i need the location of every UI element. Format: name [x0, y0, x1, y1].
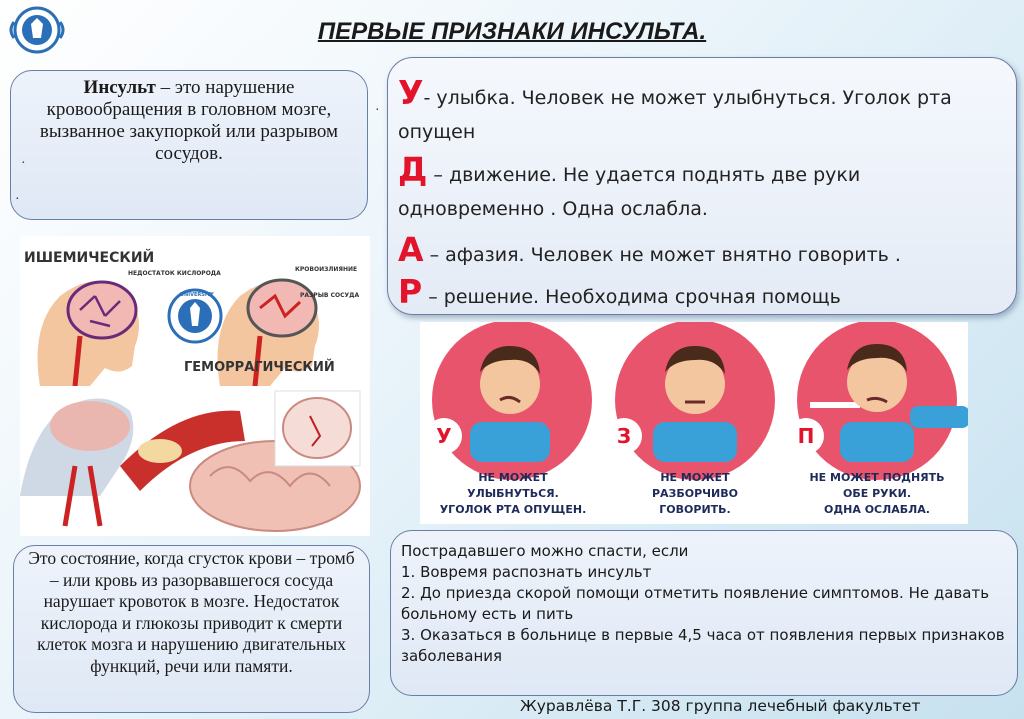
udar-text: – движение. Не удается поднять две руки одновременно . Одна ослабла.	[398, 164, 861, 220]
hemorrhagic-label: ГЕМОРРАГИЧЕСКИЙ	[184, 360, 335, 375]
face-badge-u: У	[426, 418, 462, 454]
udar-item-r	[398, 272, 998, 311]
decorative-dot: ·	[15, 192, 20, 207]
udar-letter: Д	[398, 150, 428, 189]
face-speech-drawing	[615, 322, 775, 480]
udar-text: - улыбка. Человек не может улыбнуться. Уголок рта опущен	[398, 87, 952, 143]
udar-item-d	[398, 150, 998, 226]
clot-explanation-box	[13, 545, 370, 713]
face-caption-arms	[792, 470, 962, 518]
udar-letter: Р	[398, 272, 423, 311]
save-item-1: 1. Вовремя распознать инсульт	[401, 563, 652, 581]
udar-text: – решение. Необходима срочная помощь	[422, 286, 841, 308]
udar-item-a	[398, 230, 998, 269]
face-smile-drawing	[432, 322, 592, 480]
face-badge-z: З	[606, 418, 642, 454]
face-arms-drawing	[797, 322, 968, 480]
save-lead: Пострадавшего можно спасти, если	[401, 542, 689, 560]
stroke-types-illustration	[20, 236, 370, 536]
decorative-dot: ·	[375, 100, 380, 116]
caption-line: ОБЕ РУКИ.	[843, 487, 911, 500]
stroke-definition-box	[10, 70, 368, 220]
page-title-dot: .	[699, 18, 707, 45]
ischemic-label: ИШЕМИЧЕСКИЙ	[24, 250, 155, 266]
udar-letter: У	[398, 73, 424, 112]
vessel-rupture-label: РАЗРЫВ СОСУДА	[300, 292, 360, 299]
decorative-dot: ·	[21, 156, 26, 171]
face-badge-p: П	[788, 418, 824, 454]
oxygen-lack-label: НЕДОСТАТОК КИСЛОРОДА	[128, 270, 221, 277]
page-title	[0, 18, 1024, 46]
caption-line: НЕ МОЖЕТ	[478, 471, 548, 484]
udar-item-u	[398, 73, 998, 149]
udar-text: – афазия. Человек не может внятно говорить .	[423, 244, 901, 266]
udar-mnemonic-box	[387, 57, 1017, 315]
logo-text: UNIVERSITY	[180, 292, 214, 298]
caption-line: НЕ МОЖЕТ	[660, 471, 730, 484]
caption-line: РАЗБОРЧИВО	[651, 487, 739, 500]
caption-line: НЕ МОЖЕТ ПОДНЯТЬ	[809, 471, 945, 484]
udar-letter: А	[398, 230, 424, 269]
save-instructions-box	[390, 530, 1018, 696]
stroke-symptoms-illustration	[420, 322, 968, 524]
author-footer: Журавлёва Т.Г. 308 группа лечебный факультет	[520, 697, 921, 715]
hemorrhage-label: КРОВОИЗЛИЯНИЕ	[295, 266, 358, 273]
clot-text: Это состояние, когда сгусток крови – тромб – или кровь из разорвавшегося сосуда нарушает кровоток в мозге. Недостаток кислорода и глюкозы приводит к смерти клеток мозга и нарушению двигательных функций, речи или памяти.	[28, 548, 355, 676]
face-caption-speech	[610, 470, 780, 518]
save-item-2: 2. До приезда скорой помощи отметить появление симптомов. Не давать больному есть и пить	[401, 584, 990, 623]
stroke-types-drawing	[20, 236, 370, 536]
caption-line: ОДНА ОСЛАБЛА.	[824, 503, 930, 516]
caption-line: УГОЛОК РТА ОПУЩЕН.	[439, 503, 587, 516]
page-title-text: ПЕРВЫЕ ПРИЗНАКИ ИНСУЛЬТА	[317, 18, 700, 45]
caption-line: ГОВОРИТЬ.	[659, 503, 731, 516]
face-caption-smile	[428, 470, 598, 518]
caption-line: УЛЫБНУТЬСЯ.	[467, 487, 559, 500]
definition-text: – это нарушение кровообращения в головном мозге, вызванное закупоркой или разрывом сосудов.	[39, 77, 339, 164]
definition-term: Инсульт	[83, 77, 156, 98]
save-item-3: 3. Оказаться в больнице в первые 4,5 часа от появления первых признаков заболевания	[401, 626, 1005, 665]
